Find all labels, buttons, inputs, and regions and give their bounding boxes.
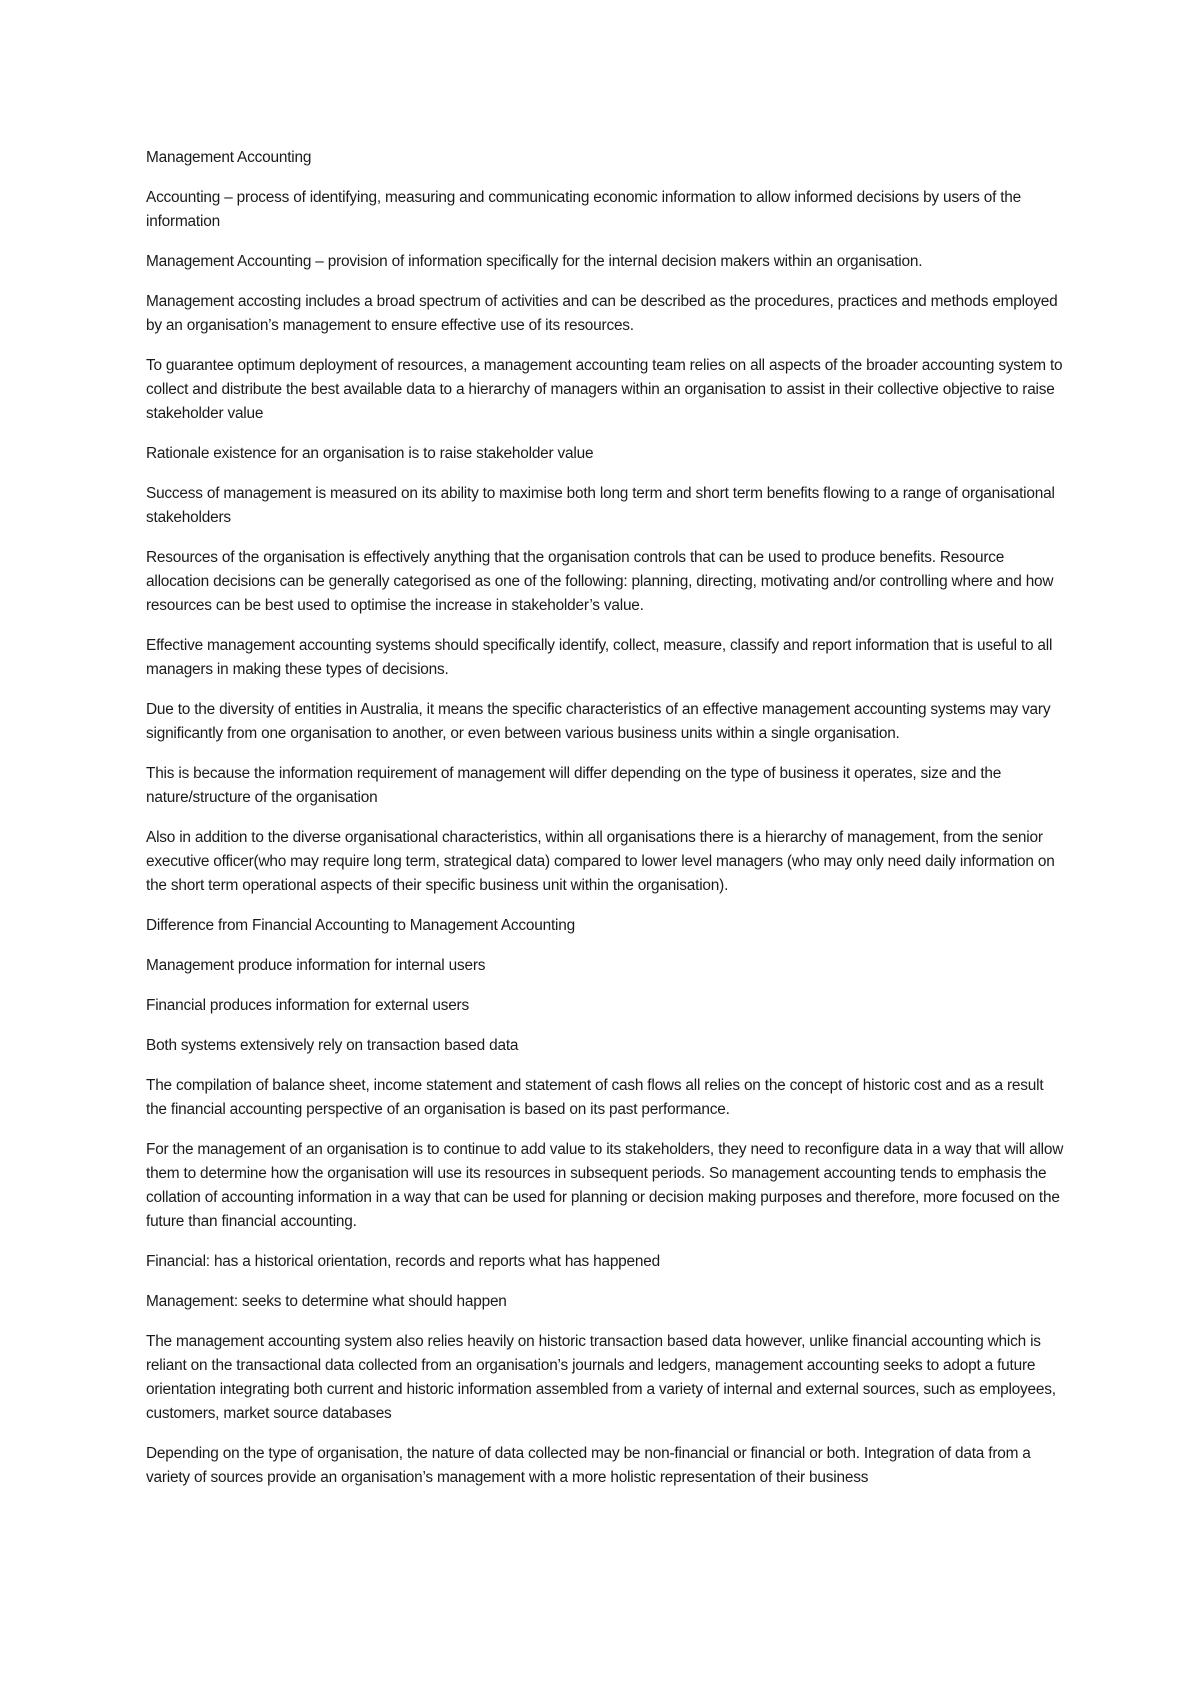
paragraph: Effective management accounting systems should specifically identify, collect, measure, classify and report information that is useful to all managers in making these types of decisions. — [146, 637, 1053, 678]
paragraph: Accounting – process of identifying, measuring and communicating economic information to allow informed decisions by users of the information — [146, 189, 1022, 230]
paragraph: To guarantee optimum deployment of resources, a management accounting team relies on all aspects of the broader accounting system to collect and distribute the best available data to a hierarchy of managers within an organisation to assist in their collective objective to raise stakeholder value — [146, 357, 1063, 422]
paragraph: Success of management is measured on its ability to maximise both long term and short term benefits flowing to a range of organisational stakeholders — [146, 485, 1055, 526]
document-title: Management Accounting — [146, 149, 312, 166]
paragraph: Also in addition to the diverse organisational characteristics, within all organisations there is a hierarchy of management, from the senior executive officer(who may require long term, strategical data) compared to lower level managers (who may only need daily information on the short term operational aspects of their specific business unit within the organisation). — [146, 829, 1055, 894]
paragraph: The management accounting system also relies heavily on historic transaction based data however, unlike financial accounting which is reliant on the transactional data collected from an organisation’s journals and ledgers, management accounting seeks to adopt a future orientation integrating both current and historic information assembled from a variety of internal and external sources, such as employees, customers, market source databases — [146, 1333, 1056, 1422]
paragraph: Financial produces information for external users — [146, 997, 469, 1014]
paragraph: For the management of an organisation is to continue to add value to its stakeholders, they need to reconfigure data in a way that will allow them to determine how the organisation will use its resources in subsequent periods. So management accounting tends to emphasis the collation of accounting information in a way that can be used for planning or decision making purposes and therefore, more focused on the future than financial accounting. — [146, 1141, 1064, 1230]
paragraph: Financial: has a historical orientation, records and reports what has happened — [146, 1253, 660, 1270]
section-heading: Difference from Financial Accounting to Management Accounting — [146, 917, 575, 934]
paragraph: The compilation of balance sheet, income statement and statement of cash flows all relies on the concept of historic cost and as a result the financial accounting perspective of an organisation is based on its past performance. — [146, 1077, 1044, 1118]
document-body — [146, 146, 1068, 1506]
paragraph: Management produce information for internal users — [146, 957, 486, 974]
paragraph: Management: seeks to determine what should happen — [146, 1293, 507, 1310]
paragraph: Management Accounting – provision of information specifically for the internal decision makers within an organisation. — [146, 253, 923, 270]
paragraph: This is because the information requirement of management will differ depending on the type of business it operates, size and the nature/structure of the organisation — [146, 765, 1002, 806]
paragraph: Depending on the type of organisation, the nature of data collected may be non-financial or financial or both. Integration of data from a variety of sources provide an organisation’s management with a more holistic representation of their business — [146, 1445, 1031, 1486]
paragraph: Both systems extensively rely on transaction based data — [146, 1037, 519, 1054]
paragraph: Rationale existence for an organisation is to raise stakeholder value — [146, 445, 594, 462]
paragraph: Due to the diversity of entities in Australia, it means the specific characteristics of an effective management accounting systems may vary significantly from one organisation to another, or even between various business units within a single organisation. — [146, 701, 1051, 742]
paragraph: Management accosting includes a broad spectrum of activities and can be described as the procedures, practices and methods employed by an organisation’s management to ensure effective use of its resources. — [146, 293, 1058, 334]
paragraph: Resources of the organisation is effectively anything that the organisation controls that can be used to produce benefits. Resource allocation decisions can be generally categorised as one of the following: planning, directing, motivating and/or controlling where and how resources can be best used to optimise the increase in stakeholder’s value. — [146, 549, 1054, 614]
